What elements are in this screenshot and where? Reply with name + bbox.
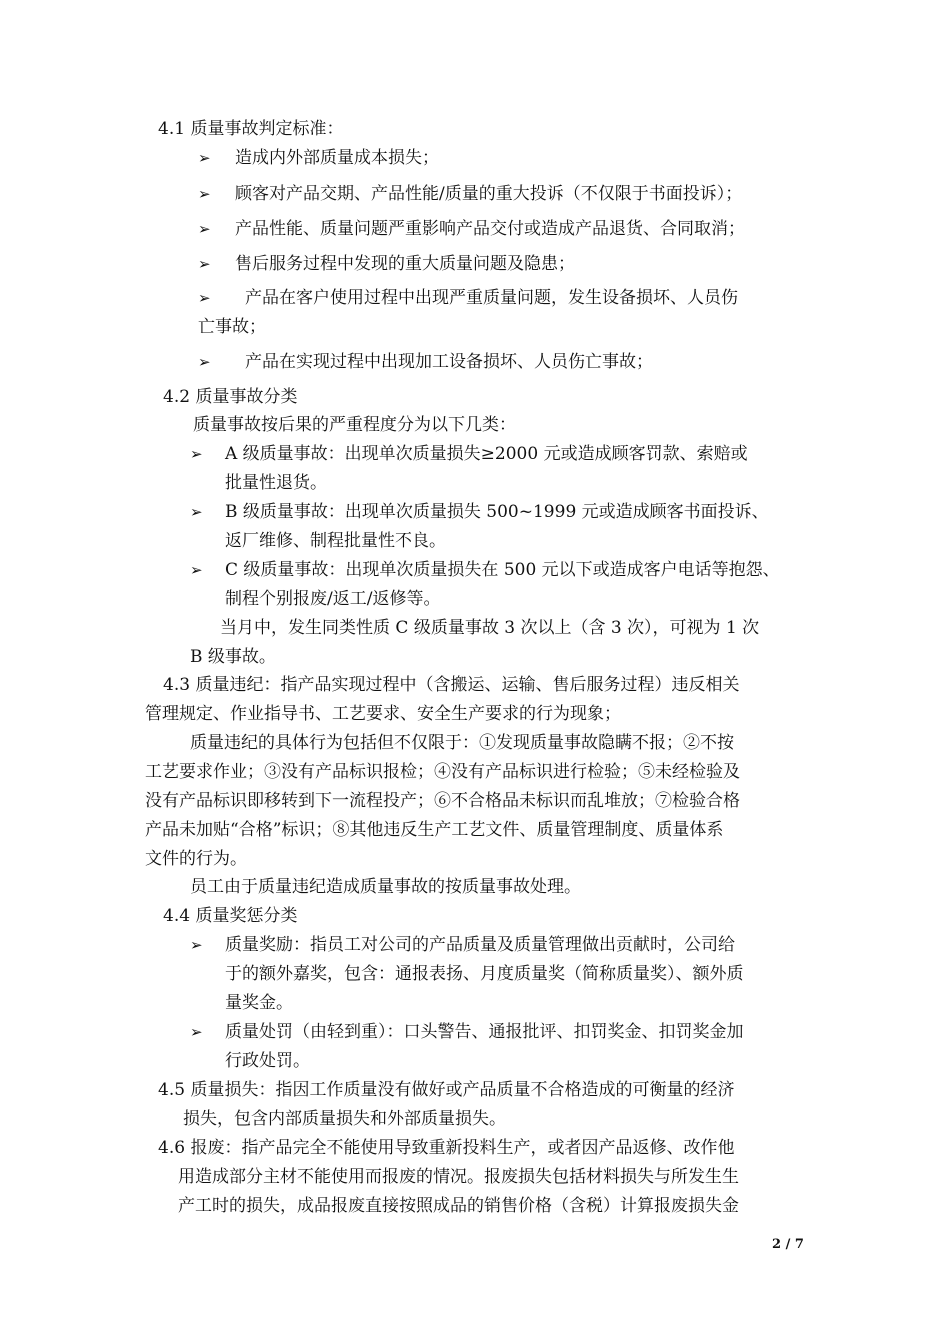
paragraph-line: 文件的行为。 <box>145 849 247 869</box>
bullet-icon: ➢ <box>198 185 211 203</box>
bullet-icon: ➢ <box>190 503 203 521</box>
bullet-icon: ➢ <box>190 561 203 579</box>
paragraph-line: 用造成部分主材不能使用而报废的情况。报废损失包括材料损失与所发生生 <box>178 1167 739 1187</box>
list-item-continuation: 行政处罚。 <box>225 1051 310 1071</box>
section-4-6-paragraph: 4.6 报废：指产品完全不能使用导致重新投料生产，或者因产品返修、改作他 <box>158 1138 735 1158</box>
bullet-icon: ➢ <box>198 353 211 371</box>
page-number: 2 / 7 <box>772 1237 804 1252</box>
section-4-2-note: 当月中，发生同类性质 C 级质量事故 3 次以上（含 3 次），可视为 1 次 <box>220 618 760 638</box>
bullet-icon: ➢ <box>190 1023 203 1041</box>
bullet-icon: ➢ <box>198 220 211 238</box>
paragraph-line: 损失，包含内部质量损失和外部质量损失。 <box>183 1109 506 1129</box>
section-4-2-note-continuation: B 级事故。 <box>190 647 276 667</box>
section-4-5-paragraph: 4.5 质量损失：指因工作质量没有做好或产品质量不合格造成的可衡量的经济 <box>158 1080 735 1100</box>
paragraph-line: 员工由于质量违纪造成质量事故的按质量事故处理。 <box>190 877 581 897</box>
section-4-2-intro: 质量事故按后果的严重程度分为以下几类： <box>193 415 516 435</box>
bullet-icon: ➢ <box>190 936 203 954</box>
list-item-continuation: 量奖金。 <box>225 993 293 1013</box>
paragraph-line: 管理规定、作业指导书、工艺要求、安全生产要求的行为现象； <box>145 704 621 724</box>
list-item: 产品在客户使用过程中出现严重质量问题，发生设备损坏、人员伤 <box>245 288 738 308</box>
section-4-2-heading: 4.2 质量事故分类 <box>163 387 298 407</box>
paragraph-line: 产工时的损失，成品报废直接按照成品的销售价格（含税）计算报废损失金 <box>178 1196 739 1216</box>
section-4-4-heading: 4.4 质量奖惩分类 <box>163 906 298 926</box>
bullet-icon: ➢ <box>198 289 211 307</box>
section-4-3-paragraph: 4.3 质量违纪：指产品实现过程中（含搬运、运输、售后服务过程）违反相关 <box>163 675 740 695</box>
bullet-icon: ➢ <box>198 255 211 273</box>
list-item-continuation: 制程个别报废/返工/返修等。 <box>225 589 441 609</box>
list-item: 售后服务过程中发现的重大质量问题及隐患； <box>235 254 575 274</box>
bullet-icon: ➢ <box>190 445 203 463</box>
list-item: 造成内外部质量成本损失； <box>235 148 439 168</box>
list-item: 质量奖励：指员工对公司的产品质量及质量管理做出贡献时，公司给 <box>225 935 735 955</box>
list-item-continuation: 返厂维修、制程批量性不良。 <box>225 531 446 551</box>
list-item: A 级质量事故：出现单次质量损失≥2000 元或造成顾客罚款、索赔或 <box>225 444 748 464</box>
paragraph-line: 产品未加贴“合格”标识；⑧其他违反生产工艺文件、质量管理制度、质量体系 <box>145 820 724 840</box>
list-item: B 级质量事故：出现单次质量损失 500~1999 元或造成顾客书面投诉、 <box>225 502 769 522</box>
list-item-continuation: 亡事故； <box>198 317 266 337</box>
paragraph-line: 质量违纪的具体行为包括但不仅限于：①发现质量事故隐瞒不报；②不按 <box>190 733 734 753</box>
paragraph-line: 没有产品标识即移转到下一流程投产；⑥不合格品未标识而乱堆放；⑦检验合格 <box>145 791 740 811</box>
list-item: 顾客对产品交期、产品性能/质量的重大投诉（不仅限于书面投诉）； <box>235 184 743 204</box>
list-item-continuation: 批量性退货。 <box>225 473 327 493</box>
list-item: 质量处罚（由轻到重）：口头警告、通报批评、扣罚奖金、扣罚奖金加 <box>225 1022 744 1042</box>
list-item-continuation: 于的额外嘉奖，包含：通报表扬、月度质量奖（简称质量奖）、额外质 <box>225 964 744 984</box>
bullet-icon: ➢ <box>198 149 211 167</box>
section-4-1-heading: 4.1 质量事故判定标准： <box>158 119 344 139</box>
list-item: 产品性能、质量问题严重影响产品交付或造成产品退货、合同取消； <box>235 219 745 239</box>
paragraph-line: 工艺要求作业；③没有产品标识报检；④没有产品标识进行检验；⑤未经检验及 <box>145 762 740 782</box>
list-item: 产品在实现过程中出现加工设备损坏、人员伤亡事故； <box>245 352 653 372</box>
list-item: C 级质量事故：出现单次质量损失在 500 元以下或造成客户电话等抱怨、 <box>225 560 780 580</box>
